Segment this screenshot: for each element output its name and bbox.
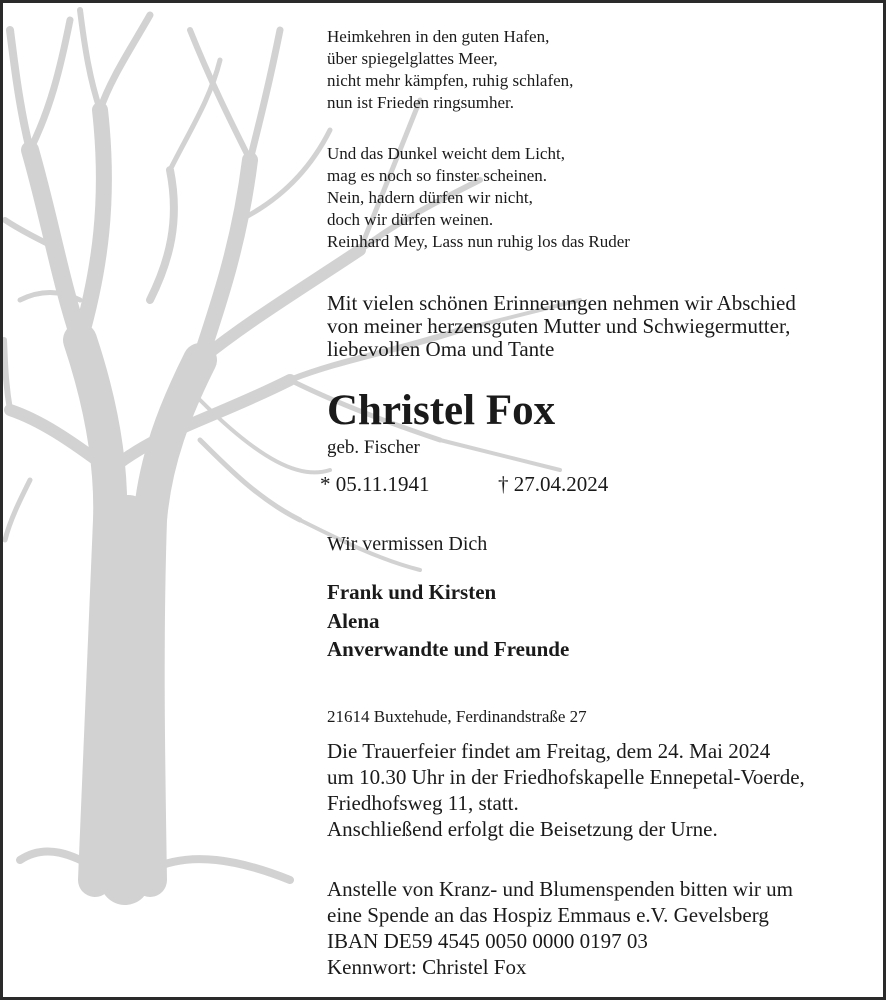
mourner: Frank und Kirsten (327, 580, 497, 604)
death-date: † 27.04.2024 (498, 472, 609, 496)
donation-line: IBAN DE59 4545 0050 0000 0197 03 (327, 929, 648, 953)
poem (327, 26, 630, 253)
mourners (327, 578, 569, 664)
donation-line: Anstelle von Kranz- und Blumenspenden bitten wir um (327, 877, 793, 901)
ceremony-line: Die Trauerfeier findet am Freitag, dem 24. Mai 2024 (327, 739, 771, 763)
intro-line: Mit vielen schönen Erinnerungen nehmen wir Abschied (327, 291, 796, 315)
birth-date: * 05.11.1941 (320, 472, 430, 496)
poem-line: doch wir dürfen weinen. (327, 210, 494, 229)
deceased-name: Christel Fox (327, 387, 556, 434)
poem-line: nun ist Frieden ringsumher. (327, 93, 514, 112)
donation-info (327, 876, 793, 980)
ceremony-info (327, 738, 805, 842)
poem-line: Heimkehren in den guten Hafen, (327, 27, 550, 46)
mourner: Alena (327, 608, 380, 633)
poem-line: nicht mehr kämpfen, ruhig schlafen, (327, 71, 574, 90)
intro-line: liebevollen Oma und Tante (327, 337, 555, 361)
ceremony-line: Friedhofsweg 11, statt. (327, 791, 519, 815)
poem-line: mag es noch so finster scheinen. (327, 166, 547, 185)
miss-text: Wir vermissen Dich (327, 533, 488, 555)
intro-line: von meiner herzensguten Mutter und Schwiegermutter, (327, 314, 791, 338)
poem-line: Nein, hadern dürfen wir nicht, (327, 188, 533, 207)
donation-line: Kennwort: Christel Fox (327, 955, 527, 979)
address: 21614 Buxtehude, Ferdinandstraße 27 (327, 707, 587, 726)
mourner: Anverwandte und Freunde (327, 637, 570, 661)
poem-line: Und das Dunkel weicht dem Licht, (327, 144, 565, 163)
donation-line: eine Spende an das Hospiz Emmaus e.V. Gevelsberg (327, 903, 769, 927)
birth-name: geb. Fischer (327, 437, 420, 458)
poem-attribution: Reinhard Mey, Lass nun ruhig los das Ruder (327, 232, 630, 251)
poem-line: über spiegelglattes Meer, (327, 49, 498, 68)
ceremony-line: Anschließend erfolgt die Beisetzung der Urne. (327, 817, 718, 841)
ceremony-line: um 10.30 Uhr in der Friedhofskapelle Ennepetal-Voerde, (327, 765, 805, 789)
intro-text (327, 292, 796, 361)
